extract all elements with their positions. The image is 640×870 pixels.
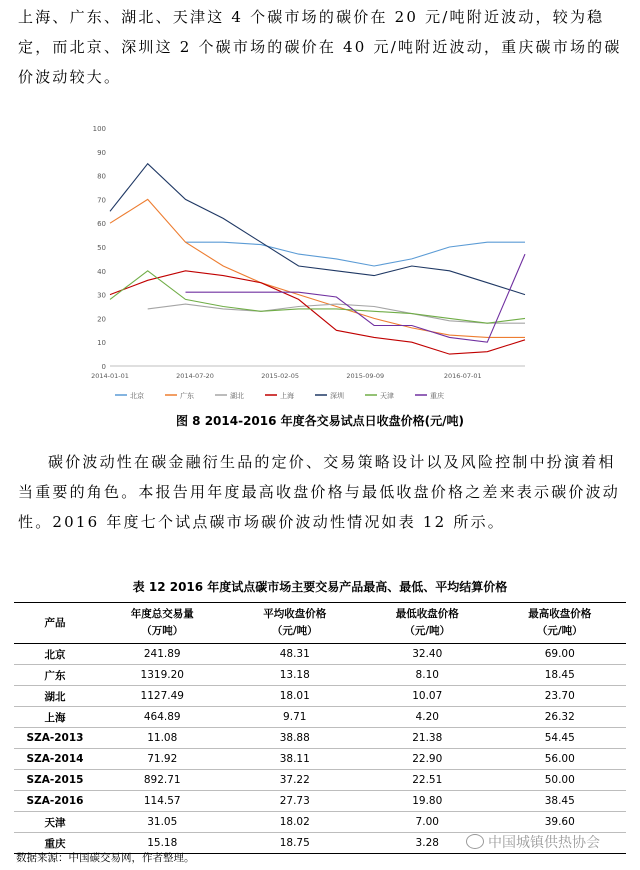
header-min-price: 最低收盘价格 （元/吨）	[395, 608, 459, 637]
table-row	[14, 812, 626, 833]
y-tick-label: 100	[92, 125, 106, 133]
row-value-cell: 1319.20	[96, 665, 229, 686]
row-product-name: SZA-2014	[14, 749, 96, 770]
row-value-cell: 48.31	[229, 644, 362, 665]
row-value-cell: 38.88	[229, 728, 362, 749]
row-value-cell: 15.18	[96, 833, 229, 854]
row-value-cell: 31.05	[96, 812, 229, 833]
watermark	[466, 832, 600, 852]
row-value-cell: 27.73	[229, 791, 362, 812]
row-product-name: SZA-2013	[14, 728, 96, 749]
y-tick-label: 20	[97, 315, 106, 324]
y-tick-label: 60	[97, 220, 106, 229]
row-value-cell: 18.01	[229, 686, 362, 707]
x-tick-label: 2014-07-20	[176, 372, 214, 380]
row-value-cell: 241.89	[96, 644, 229, 665]
table-header-row	[14, 603, 626, 644]
row-value-cell: 11.08	[96, 728, 229, 749]
row-value-cell: 8.10	[361, 665, 494, 686]
series-line	[110, 271, 525, 354]
row-value-cell: 69.00	[494, 644, 627, 665]
row-product-name: 上海	[14, 707, 96, 728]
table-row	[14, 770, 626, 791]
row-value-cell: 56.00	[494, 749, 627, 770]
row-value-cell: 37.22	[229, 770, 362, 791]
x-tick-label: 2016-07-01	[443, 372, 482, 380]
x-tick-label: 2014-01-01	[91, 372, 129, 380]
row-value-cell: 18.75	[229, 833, 362, 854]
row-value-cell: 18.45	[494, 665, 627, 686]
x-tick-label: 2015-02-05	[261, 372, 300, 380]
row-product-name: 天津	[14, 812, 96, 833]
row-value-cell: 114.57	[96, 791, 229, 812]
row-value-cell: 22.51	[361, 770, 494, 791]
legend-label: 北京	[130, 392, 144, 400]
y-tick-label: 80	[97, 172, 106, 181]
table-row	[14, 749, 626, 770]
row-product-name: 北京	[14, 644, 96, 665]
intro-paragraph: 上海、广东、湖北、天津这 4 个碳市场的碳价在 20 元/吨附近波动，较为稳定，而北京、深圳这 2 个碳市场的碳价在 40 元/吨附近波动，重庆碳市场的碳价波动较大。	[18, 8, 622, 86]
row-product-name: 广东	[14, 665, 96, 686]
row-value-cell: 71.92	[96, 749, 229, 770]
row-value-cell: 32.40	[361, 644, 494, 665]
row-value-cell: 1127.49	[96, 686, 229, 707]
price-table	[14, 602, 626, 854]
y-tick-label: 90	[97, 148, 106, 157]
header-max-price: 最高收盘价格 （元/吨）	[528, 608, 592, 637]
table-row	[14, 686, 626, 707]
y-tick-label: 40	[97, 267, 106, 276]
row-value-cell: 4.20	[361, 707, 494, 728]
row-value-cell: 10.07	[361, 686, 494, 707]
volatility-paragraph: 碳价波动性在碳金融衍生品的定价、交易策略设计以及风险控制中扮演着相当重要的角色。本报告用年度最高收盘价格与最低收盘价格之差来表示碳价波动性。2016 年度七个试点碳市场碳价波动性情况如表 12 所示。	[18, 453, 621, 531]
x-tick-label: 2015-09-09	[346, 372, 385, 380]
y-tick-label: 70	[97, 196, 106, 205]
header-product: 产品	[44, 616, 66, 629]
table-row	[14, 644, 626, 665]
row-value-cell: 26.32	[494, 707, 627, 728]
row-value-cell: 464.89	[96, 707, 229, 728]
legend-label: 重庆	[430, 392, 444, 400]
table-body	[14, 644, 626, 854]
row-value-cell: 54.45	[494, 728, 627, 749]
table-row	[14, 728, 626, 749]
table-row	[14, 791, 626, 812]
row-value-cell: 22.90	[361, 749, 494, 770]
series-line	[110, 164, 525, 295]
row-product-name: 湖北	[14, 686, 96, 707]
carbon-price-line-chart	[91, 118, 535, 408]
row-value-cell: 13.18	[229, 665, 362, 686]
y-tick-label: 30	[97, 291, 106, 300]
row-product-name: 重庆	[14, 833, 96, 854]
legend-label: 上海	[280, 392, 294, 400]
row-value-cell: 39.60	[494, 812, 627, 833]
chart-svg	[91, 118, 535, 408]
header-volume: 年度总交易量 （万吨）	[130, 608, 194, 637]
row-value-cell: 7.00	[361, 812, 494, 833]
source-note: 数据来源：中国碳交易网，作者整理。	[16, 852, 195, 864]
row-value-cell: 892.71	[96, 770, 229, 791]
row-product-name: SZA-2015	[14, 770, 96, 791]
y-tick-label: 50	[97, 244, 106, 252]
row-value-cell: 38.45	[494, 791, 627, 812]
series-line	[186, 254, 526, 342]
table-row	[14, 707, 626, 728]
row-value-cell: 50.00	[494, 770, 627, 791]
y-tick-label: 0	[101, 363, 106, 371]
legend-label: 天津	[380, 392, 394, 400]
watermark-text: 中国城镇供热协会	[488, 835, 600, 851]
table-row	[14, 665, 626, 686]
row-value-cell: 23.70	[494, 686, 627, 707]
row-value-cell: 9.71	[229, 707, 362, 728]
row-value-cell: 19.80	[361, 791, 494, 812]
figure-caption: 图 8 2014-2016 年度各交易试点日收盘价格(元/吨)	[175, 414, 464, 428]
series-line	[186, 242, 526, 266]
wechat-icon	[466, 834, 484, 849]
y-tick-label: 10	[97, 339, 106, 348]
row-value-cell: 21.38	[361, 728, 494, 749]
legend-label: 广东	[180, 392, 194, 400]
table-caption: 表 12 2016 年度试点碳市场主要交易产品最高、最低、平均结算价格	[132, 580, 508, 594]
row-product-name: SZA-2016	[14, 791, 96, 812]
header-avg-price: 平均收盘价格 （元/吨）	[263, 608, 327, 637]
legend-label: 湖北	[230, 392, 244, 400]
legend-label: 深圳	[330, 392, 344, 400]
row-value-cell: 38.11	[229, 749, 362, 770]
row-value-cell: 18.02	[229, 812, 362, 833]
row-value-cell: 3.28	[361, 833, 494, 854]
